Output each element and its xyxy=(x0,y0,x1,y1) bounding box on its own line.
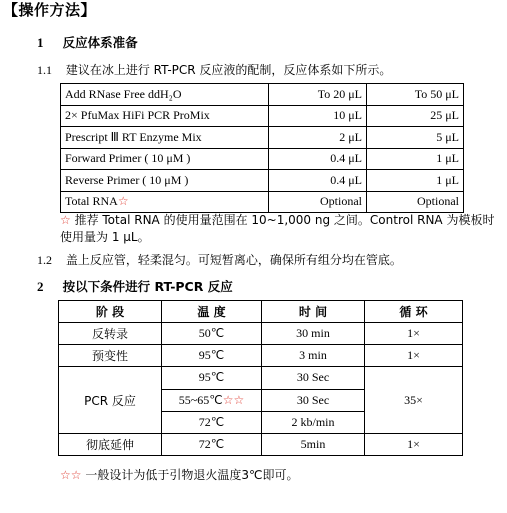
total-rna-note xyxy=(60,212,505,246)
volume-50: 5 μL xyxy=(367,127,464,149)
note-line-1: 推荐 Total RNA 的使用量范围在 10~1,000 ng 之间。Control RNA 为模板时 xyxy=(70,213,495,227)
table-row xyxy=(59,367,463,389)
column-header: 循 环 xyxy=(365,301,463,323)
cycles-cell: 1× xyxy=(365,433,463,455)
reagent-name: Forward Primer ( 10 μM ) xyxy=(61,148,269,170)
table-row xyxy=(61,127,464,149)
table-row xyxy=(59,433,463,455)
reaction-mix-table xyxy=(60,83,464,213)
temperature-cell: 95℃ xyxy=(162,345,262,367)
step-1-1 xyxy=(37,61,391,78)
star-icon: ☆☆ xyxy=(222,392,245,407)
star-icon: ☆☆ xyxy=(60,468,82,482)
time-cell: 2 kb/min xyxy=(262,411,365,433)
volume-50: 1 μL xyxy=(367,148,464,170)
volume-50: 25 μL xyxy=(367,105,464,127)
temperature-value: 55~65℃ xyxy=(178,392,223,407)
reagent-name: Total RNA xyxy=(65,194,118,209)
temperature-cell xyxy=(162,389,262,411)
time-cell: 5min xyxy=(262,433,365,455)
reagent-name: 2× PfuMax HiFi PCR ProMix xyxy=(61,105,269,127)
temperature-cell: 72℃ xyxy=(162,411,262,433)
section-1-heading xyxy=(37,32,138,51)
column-header: 温 度 xyxy=(162,301,262,323)
temperature-cell: 95℃ xyxy=(162,367,262,389)
stage-cell: 预变性 xyxy=(59,345,162,367)
star-icon: ☆ xyxy=(117,194,129,209)
reagent-name: Reverse Primer ( 10 μM ) xyxy=(61,170,269,192)
section-title: 按以下条件进行 RT-PCR 反应 xyxy=(62,279,233,294)
stage-cell: 反转录 xyxy=(59,323,162,345)
table-row xyxy=(61,84,464,106)
volume-20: 0.4 μL xyxy=(269,148,367,170)
reagent-name: Add RNase Free ddH₂O xyxy=(61,84,269,106)
table-row xyxy=(59,323,463,345)
volume-50: 1 μL xyxy=(367,170,464,192)
time-cell: 3 min xyxy=(262,345,365,367)
volume-20: Optional xyxy=(269,191,367,213)
table-row xyxy=(61,105,464,127)
time-cell: 30 min xyxy=(262,323,365,345)
section-number: 2 xyxy=(37,279,44,294)
step-1-2 xyxy=(37,251,402,268)
section-title: 反应体系准备 xyxy=(62,35,138,50)
table-row xyxy=(61,148,464,170)
table-row xyxy=(61,170,464,192)
volume-20: 2 μL xyxy=(269,127,367,149)
stage-cell: 彻底延伸 xyxy=(59,433,162,455)
cycles-cell: 1× xyxy=(365,345,463,367)
temperature-cell: 72℃ xyxy=(162,433,262,455)
page-title: 【操作方法】 xyxy=(3,1,97,19)
rt-pcr-conditions-table xyxy=(58,300,463,456)
section-2-heading xyxy=(37,276,233,295)
footnote-text: 一般设计为低于引物退火温度3℃即可。 xyxy=(81,468,299,482)
table-row xyxy=(61,191,464,213)
reagent-name: Prescript Ⅲ RT Enzyme Mix xyxy=(61,127,269,149)
column-header: 阶 段 xyxy=(59,301,162,323)
table-header-row xyxy=(59,301,463,323)
volume-20: 10 μL xyxy=(269,105,367,127)
step-number: 1.1 xyxy=(37,63,52,77)
step-number: 1.2 xyxy=(37,253,52,267)
section-number: 1 xyxy=(37,35,44,50)
volume-20: 0.4 μL xyxy=(269,170,367,192)
volume-50: To 50 μL xyxy=(367,84,464,106)
cycles-cell: 35× xyxy=(365,367,463,434)
stage-cell: PCR 反应 xyxy=(59,367,162,434)
star-icon: ☆ xyxy=(60,213,71,227)
step-text: 盖上反应管，轻柔混匀。可短暂离心，确保所有组分均在管底。 xyxy=(65,253,402,267)
time-cell: 30 Sec xyxy=(262,367,365,389)
annealing-footnote xyxy=(60,466,298,483)
table-row xyxy=(59,345,463,367)
time-cell: 30 Sec xyxy=(262,389,365,411)
temperature-cell: 50℃ xyxy=(162,323,262,345)
volume-50: Optional xyxy=(367,191,464,213)
cycles-cell: 1× xyxy=(365,323,463,345)
volume-20: To 20 μL xyxy=(269,84,367,106)
reagent-name-cell xyxy=(61,191,269,213)
column-header: 时 间 xyxy=(262,301,365,323)
note-line-2: 使用量为 1 μL。 xyxy=(60,230,150,244)
step-text: 建议在冰上进行 RT-PCR 反应液的配制，反应体系如下所示。 xyxy=(65,63,392,77)
